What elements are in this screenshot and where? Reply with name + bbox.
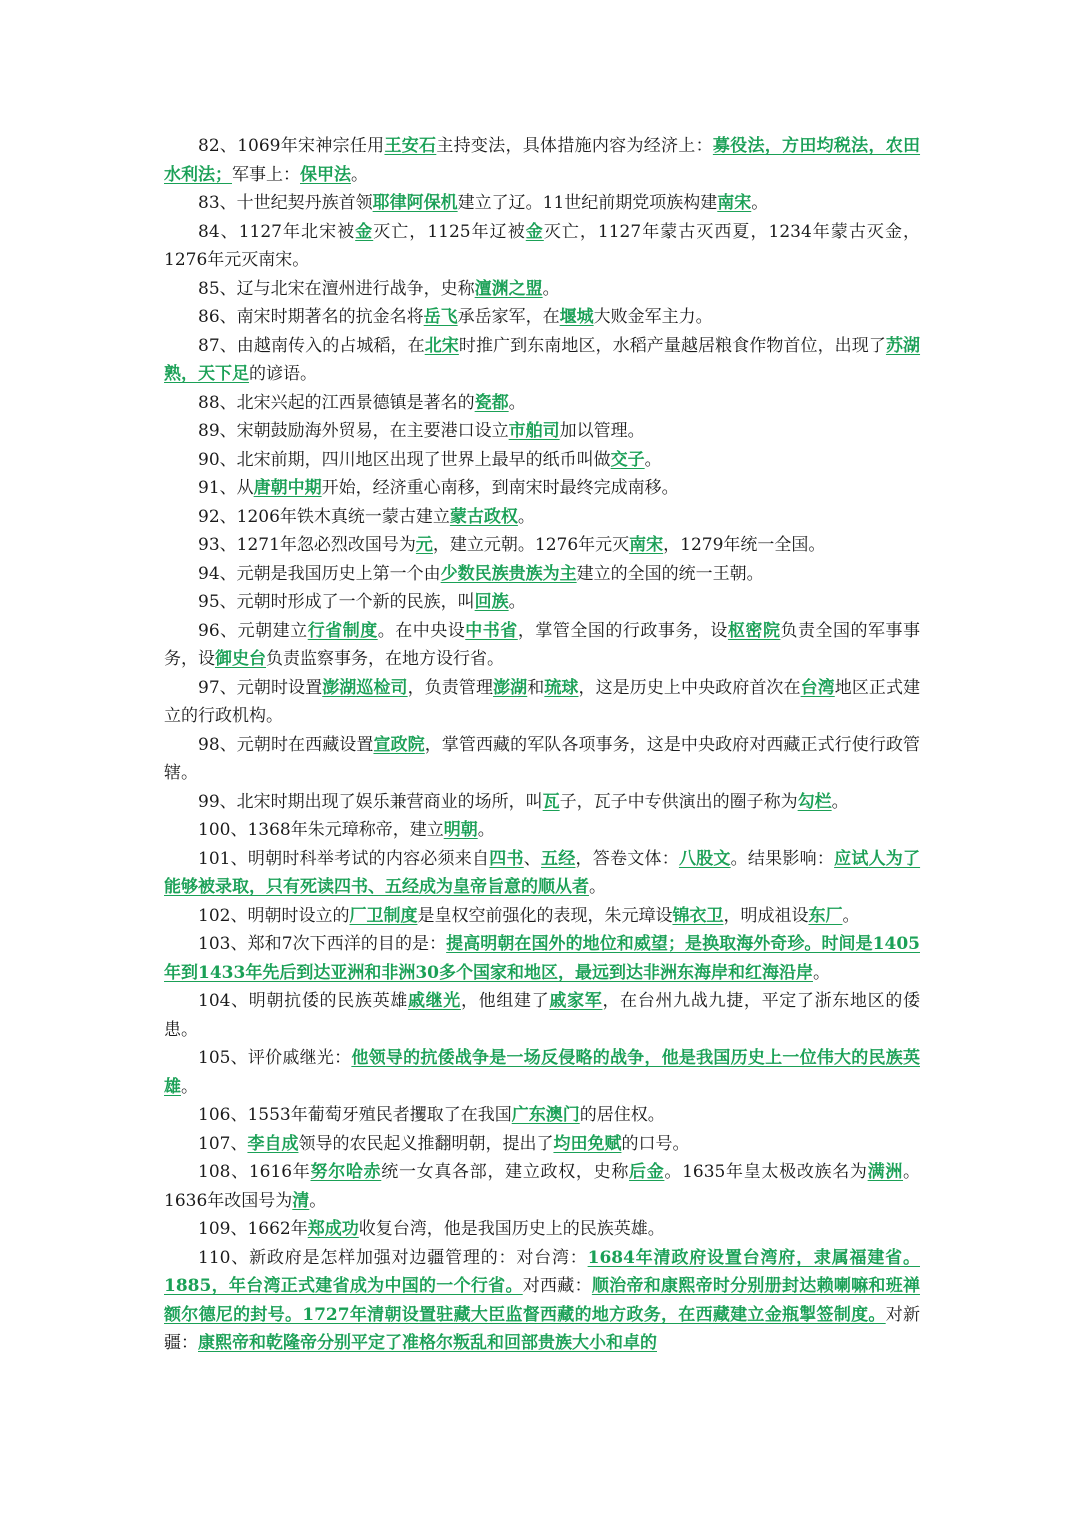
paragraph-text: 。 — [517, 506, 535, 527]
paragraph-text: 88、北宋兴起的江西景德镇是著名的 — [198, 392, 475, 413]
paragraph-text: 。在中央设 — [377, 620, 466, 641]
note-paragraph — [164, 560, 920, 589]
paragraph-text: 的居住权。 — [579, 1105, 665, 1125]
key-answer: 枢密院 — [727, 620, 781, 641]
paragraph-text: 负责监察事务，在地方设行省。 — [266, 649, 504, 669]
key-answer: 勾栏 — [797, 791, 832, 812]
note-paragraph — [164, 1215, 920, 1244]
key-answer: 南宋 — [629, 535, 664, 555]
key-answer: 琉球 — [544, 677, 579, 698]
paragraph-text: 主持变法，具体措施内容为经济上： — [436, 136, 713, 156]
note-paragraph — [164, 332, 920, 389]
note-paragraph — [164, 1130, 920, 1159]
paragraph-text: 106、1553年葡萄牙殖民者攫取了在我国 — [198, 1105, 512, 1125]
paragraph-text: 95、元朝时形成了一个新的民族，叫 — [198, 592, 475, 612]
paragraph-text: 99、北宋时期出现了娱乐兼营商业的场所，叫 — [198, 791, 543, 812]
paragraph-text: 。 — [751, 193, 769, 213]
key-answer: 回族 — [474, 592, 509, 612]
key-answer: 康熙帝和乾隆帝分别平定了准格尔叛乱和回部贵族大小和卓的 — [198, 1333, 657, 1353]
key-answer: 澶渊之盟 — [474, 278, 543, 299]
note-paragraph — [164, 275, 920, 304]
paragraph-text: 建立的全国的统一王朝。 — [576, 563, 764, 584]
paragraph-text: 103、郑和7次下西洋的目的是： — [198, 934, 447, 954]
paragraph-text: 86、南宋时期著名的抗金名将 — [198, 307, 424, 327]
key-answer: 宣政院 — [373, 734, 425, 755]
note-paragraph — [164, 788, 920, 817]
paragraph-text: 107、 — [198, 1133, 248, 1154]
paragraph-text: ，这是历史上中央政府首次在 — [578, 677, 801, 698]
key-answer: 岳飞 — [423, 307, 458, 327]
paragraph-text: ，明成祖设 — [723, 905, 809, 926]
paragraph-text: 。 — [644, 449, 662, 470]
paragraph-text: 83、十世纪契丹族首领 — [198, 193, 373, 213]
paragraph-text: 109、1662年 — [198, 1219, 308, 1239]
paragraph-text: 87、由越南传入的占城稻，在 — [198, 335, 425, 356]
key-answer: 王安石 — [384, 136, 437, 156]
note-paragraph — [164, 1101, 920, 1130]
paragraph-text: 。 — [842, 905, 860, 926]
key-answer: 金 — [355, 221, 374, 242]
paragraph-text: 82、1069年宋神宗任用 — [198, 136, 385, 156]
key-answer: 五经 — [541, 848, 576, 869]
key-answer: 清 — [292, 1190, 310, 1211]
paragraph-text: ，1279年统一全国。 — [663, 535, 826, 555]
note-paragraph — [164, 503, 920, 532]
paragraph-text: ，他组建了 — [460, 991, 550, 1011]
key-answer: 应试人为了能够被录取，只有死读四书、五经成为皇帝旨意的顺从者 — [164, 848, 921, 897]
key-answer: 顺治帝和康熙帝时分别册封达赖喇嘛和班禅额尔德尼的封号。1727年清朝设置驻藏大臣监督西藏的地方政务，在西藏建立金瓶掣签制度。 — [164, 1276, 920, 1325]
paragraph-text: ，答卷文体： — [575, 848, 679, 869]
paragraph-text: 108、1616年 — [198, 1162, 311, 1182]
paragraph-text: 。结果影响： — [730, 848, 835, 869]
paragraph-text: 105、评价戚继光： — [198, 1048, 352, 1068]
paragraph-text: ，负责管理 — [407, 677, 494, 698]
key-answer: 广东澳门 — [511, 1105, 580, 1125]
note-paragraph — [164, 303, 920, 332]
paragraph-text: 统一女真各部，建立政权，史称 — [381, 1162, 630, 1182]
note-paragraph — [164, 1244, 920, 1358]
paragraph-text: 、 — [523, 848, 542, 869]
paragraph-text: 93、1271年忽必烈改国号为 — [198, 535, 416, 555]
paragraph-text: 灭亡，1127年蒙古灭西夏，1234年蒙古灭金，1276年元灭南宋。 — [164, 221, 921, 270]
note-paragraph — [164, 588, 920, 617]
key-answer: 东厂 — [808, 905, 843, 926]
paragraph-text: 。 — [351, 164, 368, 185]
key-answer: 元 — [415, 535, 433, 555]
key-answer: 努尔哈赤 — [310, 1162, 382, 1182]
paragraph-text: 负责全国的军事事务，设 — [164, 620, 921, 669]
paragraph-text: 。 — [812, 962, 830, 983]
key-answer: 少数民族贵族为主 — [440, 563, 577, 584]
paragraph-text: 。 — [181, 1076, 198, 1097]
paragraph-text: 90、北宋前期，四川地区出现了世界上最早的纸币叫做 — [198, 449, 611, 470]
paragraph-text: 对西藏： — [522, 1276, 592, 1296]
paragraph-text: 104、明朝抗倭的民族英雄 — [198, 991, 408, 1011]
paragraph-text: 灭亡，1125年辽被 — [373, 221, 526, 242]
key-answer: 台湾 — [800, 677, 835, 698]
paragraph-text: ，在台州九战九捷，平定了浙东地区的倭患。 — [164, 991, 921, 1040]
key-answer: 御史台 — [215, 649, 266, 669]
key-answer: 满洲 — [867, 1162, 904, 1182]
paragraph-text: 110、新政府是怎样加强对边疆管理的：对台湾： — [198, 1247, 588, 1268]
paragraph-text: 时推广到东南地区，水稻产量越居粮食作物首位，出现了 — [458, 335, 886, 356]
key-answer: 均田免赋 — [553, 1133, 622, 1154]
key-answer: 南宋 — [717, 193, 752, 213]
paragraph-text: 地区正式建立的行政机构。 — [164, 677, 921, 726]
key-answer: 李自成 — [247, 1133, 299, 1154]
key-answer: 北宋 — [424, 335, 459, 356]
note-paragraph — [164, 417, 920, 446]
note-paragraph — [164, 446, 920, 475]
paragraph-text: 96、元朝建立 — [198, 620, 308, 641]
paragraph-text: 。 — [589, 877, 606, 897]
paragraph-text: 94、元朝是我国历史上第一个由 — [198, 563, 441, 584]
paragraph-text: 承岳家军，在 — [457, 307, 560, 327]
note-paragraph — [164, 1044, 920, 1101]
key-answer: 保甲法 — [300, 164, 351, 185]
key-answer: 澎湖 — [493, 677, 528, 698]
key-answer: 1684年清政府设置台湾府，隶属福建省。1885，年台湾正式建省成为中国的一个行省。 — [164, 1247, 920, 1296]
key-answer: 厂卫制度 — [349, 905, 418, 926]
paragraph-text: 100、1368年朱元璋称帝，建立 — [198, 820, 444, 840]
key-answer: 锦衣卫 — [672, 905, 724, 926]
key-answer: 澎湖巡检司 — [322, 677, 408, 698]
key-answer: 提高明朝在国外的地位和威望；是换取海外奇珍。时间是1405年到1433年先后到达亚洲和非洲30多个国家和地区，最远到达非洲东海岸和红海沿岸 — [164, 934, 920, 983]
key-answer: 行省制度 — [307, 620, 378, 641]
paragraph-text: 子，瓦子中专供演出的圈子称为 — [559, 791, 798, 812]
paragraph-text: 大败金军主力。 — [593, 307, 713, 327]
key-answer: 中书省 — [465, 620, 518, 641]
key-answer: 耶律阿保机 — [372, 193, 458, 213]
paragraph-text: 91、从 — [198, 478, 254, 498]
note-paragraph — [164, 189, 920, 218]
paragraph-text: 的口号。 — [621, 1133, 690, 1154]
key-answer: 瓦 — [542, 791, 560, 812]
paragraph-text: 89、宋朝鼓励海外贸易，在主要港口设立 — [198, 421, 509, 441]
note-paragraph — [164, 902, 920, 931]
paragraph-text: 102、明朝时设立的 — [198, 905, 350, 926]
key-answer: 市舶司 — [508, 421, 560, 441]
paragraph-text: 是皇权空前强化的表现，朱元璋设 — [417, 905, 673, 926]
paragraph-text: 领导的农民起义推翻明朝，提出了 — [298, 1133, 554, 1154]
document-body — [164, 132, 920, 1358]
note-paragraph — [164, 845, 920, 902]
key-answer: 八股文 — [678, 848, 731, 869]
key-answer: 瓷都 — [474, 392, 509, 413]
key-answer: 唐朝中期 — [253, 478, 322, 498]
paragraph-text: 84、1127年北宋被 — [198, 221, 356, 242]
key-answer: 戚家军 — [549, 991, 603, 1011]
paragraph-text: 对新疆： — [164, 1304, 920, 1353]
key-answer: 募役法，方田均税法，农田水利法； — [164, 136, 921, 185]
key-answer: 金 — [525, 221, 544, 242]
paragraph-text: 。1636年改国号为 — [164, 1162, 921, 1211]
paragraph-text: 建立了辽。11世纪前期党项族构建 — [457, 193, 718, 213]
paragraph-text: 。 — [508, 392, 526, 413]
paragraph-text: 。 — [309, 1190, 327, 1211]
note-paragraph — [164, 531, 920, 560]
paragraph-text: 的谚语。 — [249, 364, 317, 384]
paragraph-text: ，掌管西藏的军队各项事务，这是中央政府对西藏正式行使行政管辖。 — [164, 734, 920, 783]
paragraph-text: 收复台湾，他是我国历史上的民族英雄。 — [358, 1219, 665, 1239]
key-answer: 明朝 — [443, 820, 478, 840]
paragraph-text: 85、辽与北宋在澶州进行战争，史称 — [198, 278, 475, 299]
paragraph-text: 。 — [542, 278, 560, 299]
paragraph-text: 98、元朝时在西藏设置 — [198, 734, 374, 755]
paragraph-text: 开始，经济重心南移，到南宋时最终完成南移。 — [321, 478, 679, 498]
note-paragraph — [164, 674, 920, 731]
key-answer: 堰城 — [559, 307, 594, 327]
key-answer: 蒙古政权 — [449, 506, 518, 527]
note-paragraph — [164, 816, 920, 845]
key-answer: 郑成功 — [307, 1219, 359, 1239]
key-answer: 苏湖熟，天下足 — [164, 335, 921, 384]
paragraph-text: 。1635年皇太极改族名为 — [664, 1162, 868, 1182]
note-paragraph — [164, 930, 920, 987]
note-paragraph — [164, 617, 920, 674]
note-paragraph — [164, 731, 920, 788]
key-answer: 他领导的抗倭战争是一场反侵略的战争，他是我国历史上一位伟大的民族英雄 — [164, 1048, 920, 1097]
paragraph-text: 。 — [477, 820, 495, 840]
paragraph-text: 97、元朝时设置 — [198, 677, 323, 698]
paragraph-text: 军事上： — [232, 164, 300, 185]
paragraph-text: 和 — [527, 677, 545, 698]
paragraph-text: ，建立元朝。1276年元灭 — [432, 535, 630, 555]
key-answer: 戚继光 — [407, 991, 461, 1011]
note-paragraph — [164, 132, 920, 189]
note-paragraph — [164, 389, 920, 418]
paragraph-text: 加以管理。 — [559, 421, 645, 441]
paragraph-text: 92、1206年铁木真统一蒙古建立 — [198, 506, 450, 527]
paragraph-text: 。 — [508, 592, 526, 612]
note-paragraph — [164, 218, 920, 275]
paragraph-text: 101、明朝时科举考试的内容必须来自 — [198, 848, 490, 869]
key-answer: 四书 — [489, 848, 524, 869]
key-answer: 交子 — [610, 449, 645, 470]
paragraph-text: ，掌管全国的行政事务，设 — [517, 620, 728, 641]
key-answer: 后金 — [629, 1162, 665, 1182]
paragraph-text: 。 — [831, 791, 849, 812]
note-paragraph — [164, 1158, 920, 1215]
note-paragraph — [164, 474, 920, 503]
note-paragraph — [164, 987, 920, 1044]
